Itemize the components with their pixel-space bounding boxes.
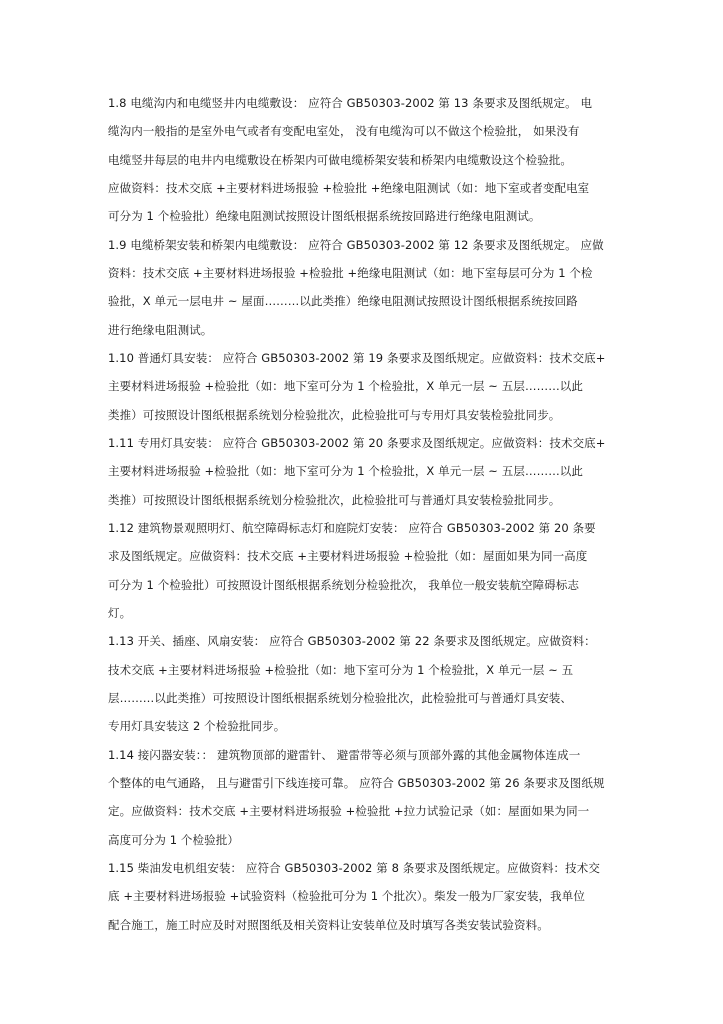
text-line: 个整体的电气通路， 且与避雷引下线连接可靠。 应符合 GB50303-2002 第 26 条要求及图纸规 (108, 776, 605, 790)
text-line: 专用灯具安装这 2 个检验批同步。 (108, 719, 286, 733)
text-line: 资料：技术交底 +主要材料进场报验 +检验批 +绝缘电阻测试（如：地下室每层可分为 1 个检 (108, 266, 593, 280)
text-line: 1.15 柴油发电机组安装： 应符合 GB50303-2002 第 8 条要求及图纸规定。应做资料：技术交 (108, 861, 600, 875)
text-line: 可分为 1 个检验批）绝缘电阻测试按照设计图纸根据系统按回路进行绝缘电阻测试。 (108, 209, 541, 223)
text-line: 高度可分为 1 个检验批） (108, 833, 239, 847)
text-line: 灯。 (108, 606, 132, 620)
text-line: 电缆竖井每层的电井内电缆敷设在桥架内可做电缆桥架安装和桥架内电缆敷设这个检验批。 (108, 153, 572, 167)
text-line: 层………以此类推）可按照设计图纸根据系统划分检验批次，此检验批可与普通灯具安装、 (108, 691, 572, 705)
text-line: 类推）可按照设计图纸根据系统划分检验批次，此检验批可与专用灯具安装检验批同步。 (108, 408, 561, 422)
text-line: 可分为 1 个检验批）可按照设计图纸根据系统划分检验批次， 我单位一般安装航空障碍标志 (108, 578, 580, 592)
text-line: 1.8 电缆沟内和电缆竖井内电缆敷设： 应符合 GB50303-2002 第 13 条要求及图纸规定。 电 (108, 96, 593, 110)
text-line: 1.9 电缆桥架安装和桥架内电缆敷设： 应符合 GB50303-2002 第 12 条要求及图纸规定。 应做 (108, 238, 604, 252)
text-line: 类推）可按照设计图纸根据系统划分检验批次，此检验批可与普通灯具安装检验批同步。 (108, 493, 561, 507)
text-line: 验批，X 单元一层电井 ~ 屋面………以此类推）绝缘电阻测试按照设计图纸根据系统按回路 (108, 294, 578, 308)
text-line: 1.14 接闪器安装：： 建筑物顶部的避雷针、 避雷带等必须与顶部外露的其他金属物体连成一 (108, 748, 581, 762)
text-line: 配合施工，施工时应及时对照图纸及相关资料让安装单位及时填写各类安装试验资料。 (108, 918, 549, 932)
text-line: 求及图纸规定。应做资料：技术交底 +主要材料进场报验 +检验批（如：屋面如果为同一高度 (108, 549, 588, 563)
text-line: 1.10 普通灯具安装： 应符合 GB50303-2002 第 19 条要求及图纸规定。应做资料：技术交底+ (108, 351, 606, 365)
text-line: 底 +主要材料进场报验 +试验资料（检验批可分为 1 个批次）。柴发一般为厂家安装，我单位 (108, 889, 585, 903)
text-line: 应做资料：技术交底 +主要材料进场报验 +检验批 +绝缘电阻测试（如：地下室或者变配电室 (108, 181, 590, 195)
text-line: 1.13 开关、插座、风扇安装： 应符合 GB50303-2002 第 22 条要求及图纸规定。应做资料： (108, 634, 596, 648)
text-line: 缆沟内一般指的是室外电气或者有变配电室处， 没有电缆沟可以不做这个检验批， 如果没有 (108, 124, 580, 138)
text-line: 定。应做资料：技术交底 +主要材料进场报验 +检验批 +拉力试验记录（如：屋面如果为同一 (108, 804, 590, 818)
text-line: 技术交底 +主要材料进场报验 +检验批（如：地下室可分为 1 个检验批，X 单元一层 ~ 五 (108, 663, 574, 677)
text-line: 进行绝缘电阻测试。 (108, 323, 213, 337)
text-line: 主要材料进场报验 +检验批（如：地下室可分为 1 个检验批，X 单元一层 ~ 五层………以此 (108, 464, 583, 478)
text-line: 1.11 专用灯具安装： 应符合 GB50303-2002 第 20 条要求及图纸规定。应做资料：技术交底+ (108, 436, 606, 450)
text-line: 1.12 建筑物景观照明灯、航空障碍标志灯和庭院灯安装： 应符合 GB50303-2002 第 20 条要 (108, 521, 596, 535)
text-line: 主要材料进场报验 +检验批（如：地下室可分为 1 个检验批，X 单元一层 ~ 五层………以此 (108, 379, 583, 393)
